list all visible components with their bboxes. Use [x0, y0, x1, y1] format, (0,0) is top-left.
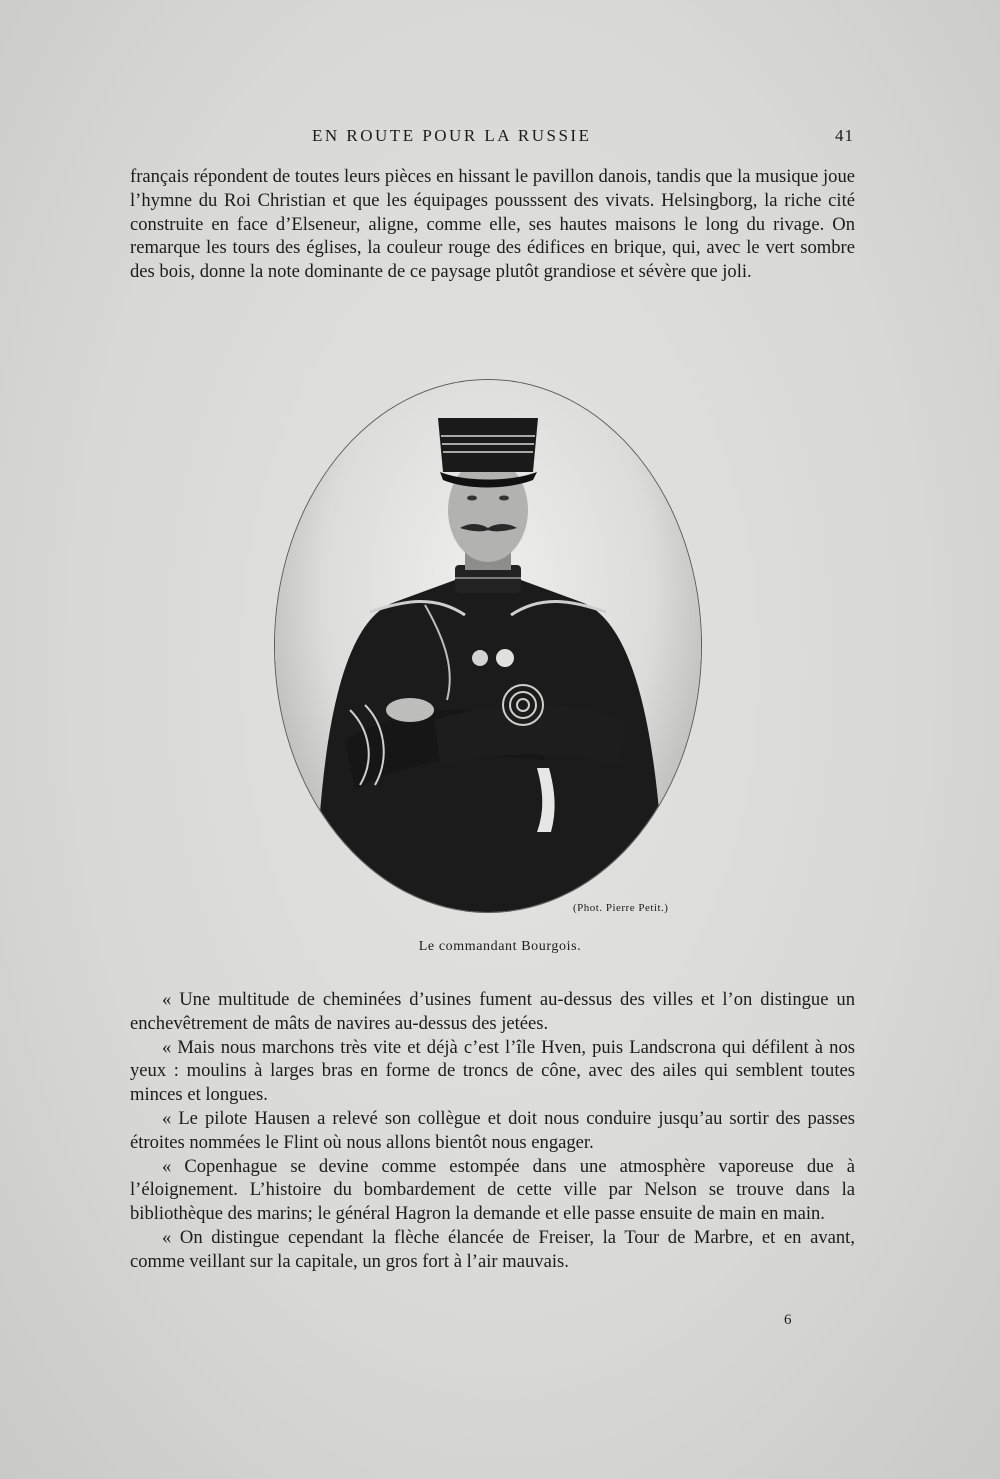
- figure-caption: Le commandant Bourgois.: [418, 939, 582, 954]
- paragraph: « Une multitude de cheminées d’usines fument au-dessus des villes et l’on distingue un enchevêtrement de mâts de navires au-dessus des jetées.: [130, 989, 855, 1034]
- bottom-text-block: [130, 988, 855, 1274]
- paragraph: français répondent de toutes leurs pièces en hissant le pavillon danois, tandis que la musique joue l’hymne du Roi Christian et que les équipages pousssent des vivats. Helsingborg, la riche cité construite en face d’Elseneur, aligne, comme elle, ses hautes maisons le long du rivage. On remarque les tours des églises, la couleur rouge des édifices en brique, qui, avec le vert sombre des bois, donne la note dominante de ce paysage plutôt grandiose et sévère que joli.: [130, 166, 855, 283]
- portrait-figure: [275, 380, 701, 912]
- portrait-photo: [275, 380, 701, 912]
- running-title: EN ROUTE POUR LA RUSSIE: [312, 126, 592, 145]
- signature-mark: 6: [784, 1312, 792, 1328]
- paragraph: « Le pilote Hausen a relevé son collègue et doit nous conduire jusqu’au sortir des passes étroites nommées le Flint où nous allons bientôt nous engager.: [130, 1107, 855, 1153]
- officer-portrait-image: [275, 380, 701, 912]
- top-text-block: [130, 165, 855, 284]
- paragraph: « On distingue cependant la flèche élancée de Freiser, la Tour de Marbre, et en avant, comme veillant sur la capitale, un gros fort à l’air mauvais.: [130, 1226, 855, 1272]
- paragraph: « Copenhague se devine comme estompée dans une atmosphère vaporeuse due à l’éloignement. L’histoire du bombardement de cette ville par Nelson se trouve dans la bibliothèque des marins; le général Hagron la demande et elle passe ensuite de main en main.: [130, 1155, 855, 1225]
- page-number: 41: [835, 126, 854, 145]
- photo-credit: (Phot. Pierre Petit.): [573, 902, 669, 914]
- paragraph: « Mais nous marchons très vite et déjà c’est l’île Hven, puis Landscrona qui défilent à nos yeux : moulins à larges bras en forme de troncs de cône, avec des ailes qui semblent toutes minces et longues.: [130, 1036, 855, 1106]
